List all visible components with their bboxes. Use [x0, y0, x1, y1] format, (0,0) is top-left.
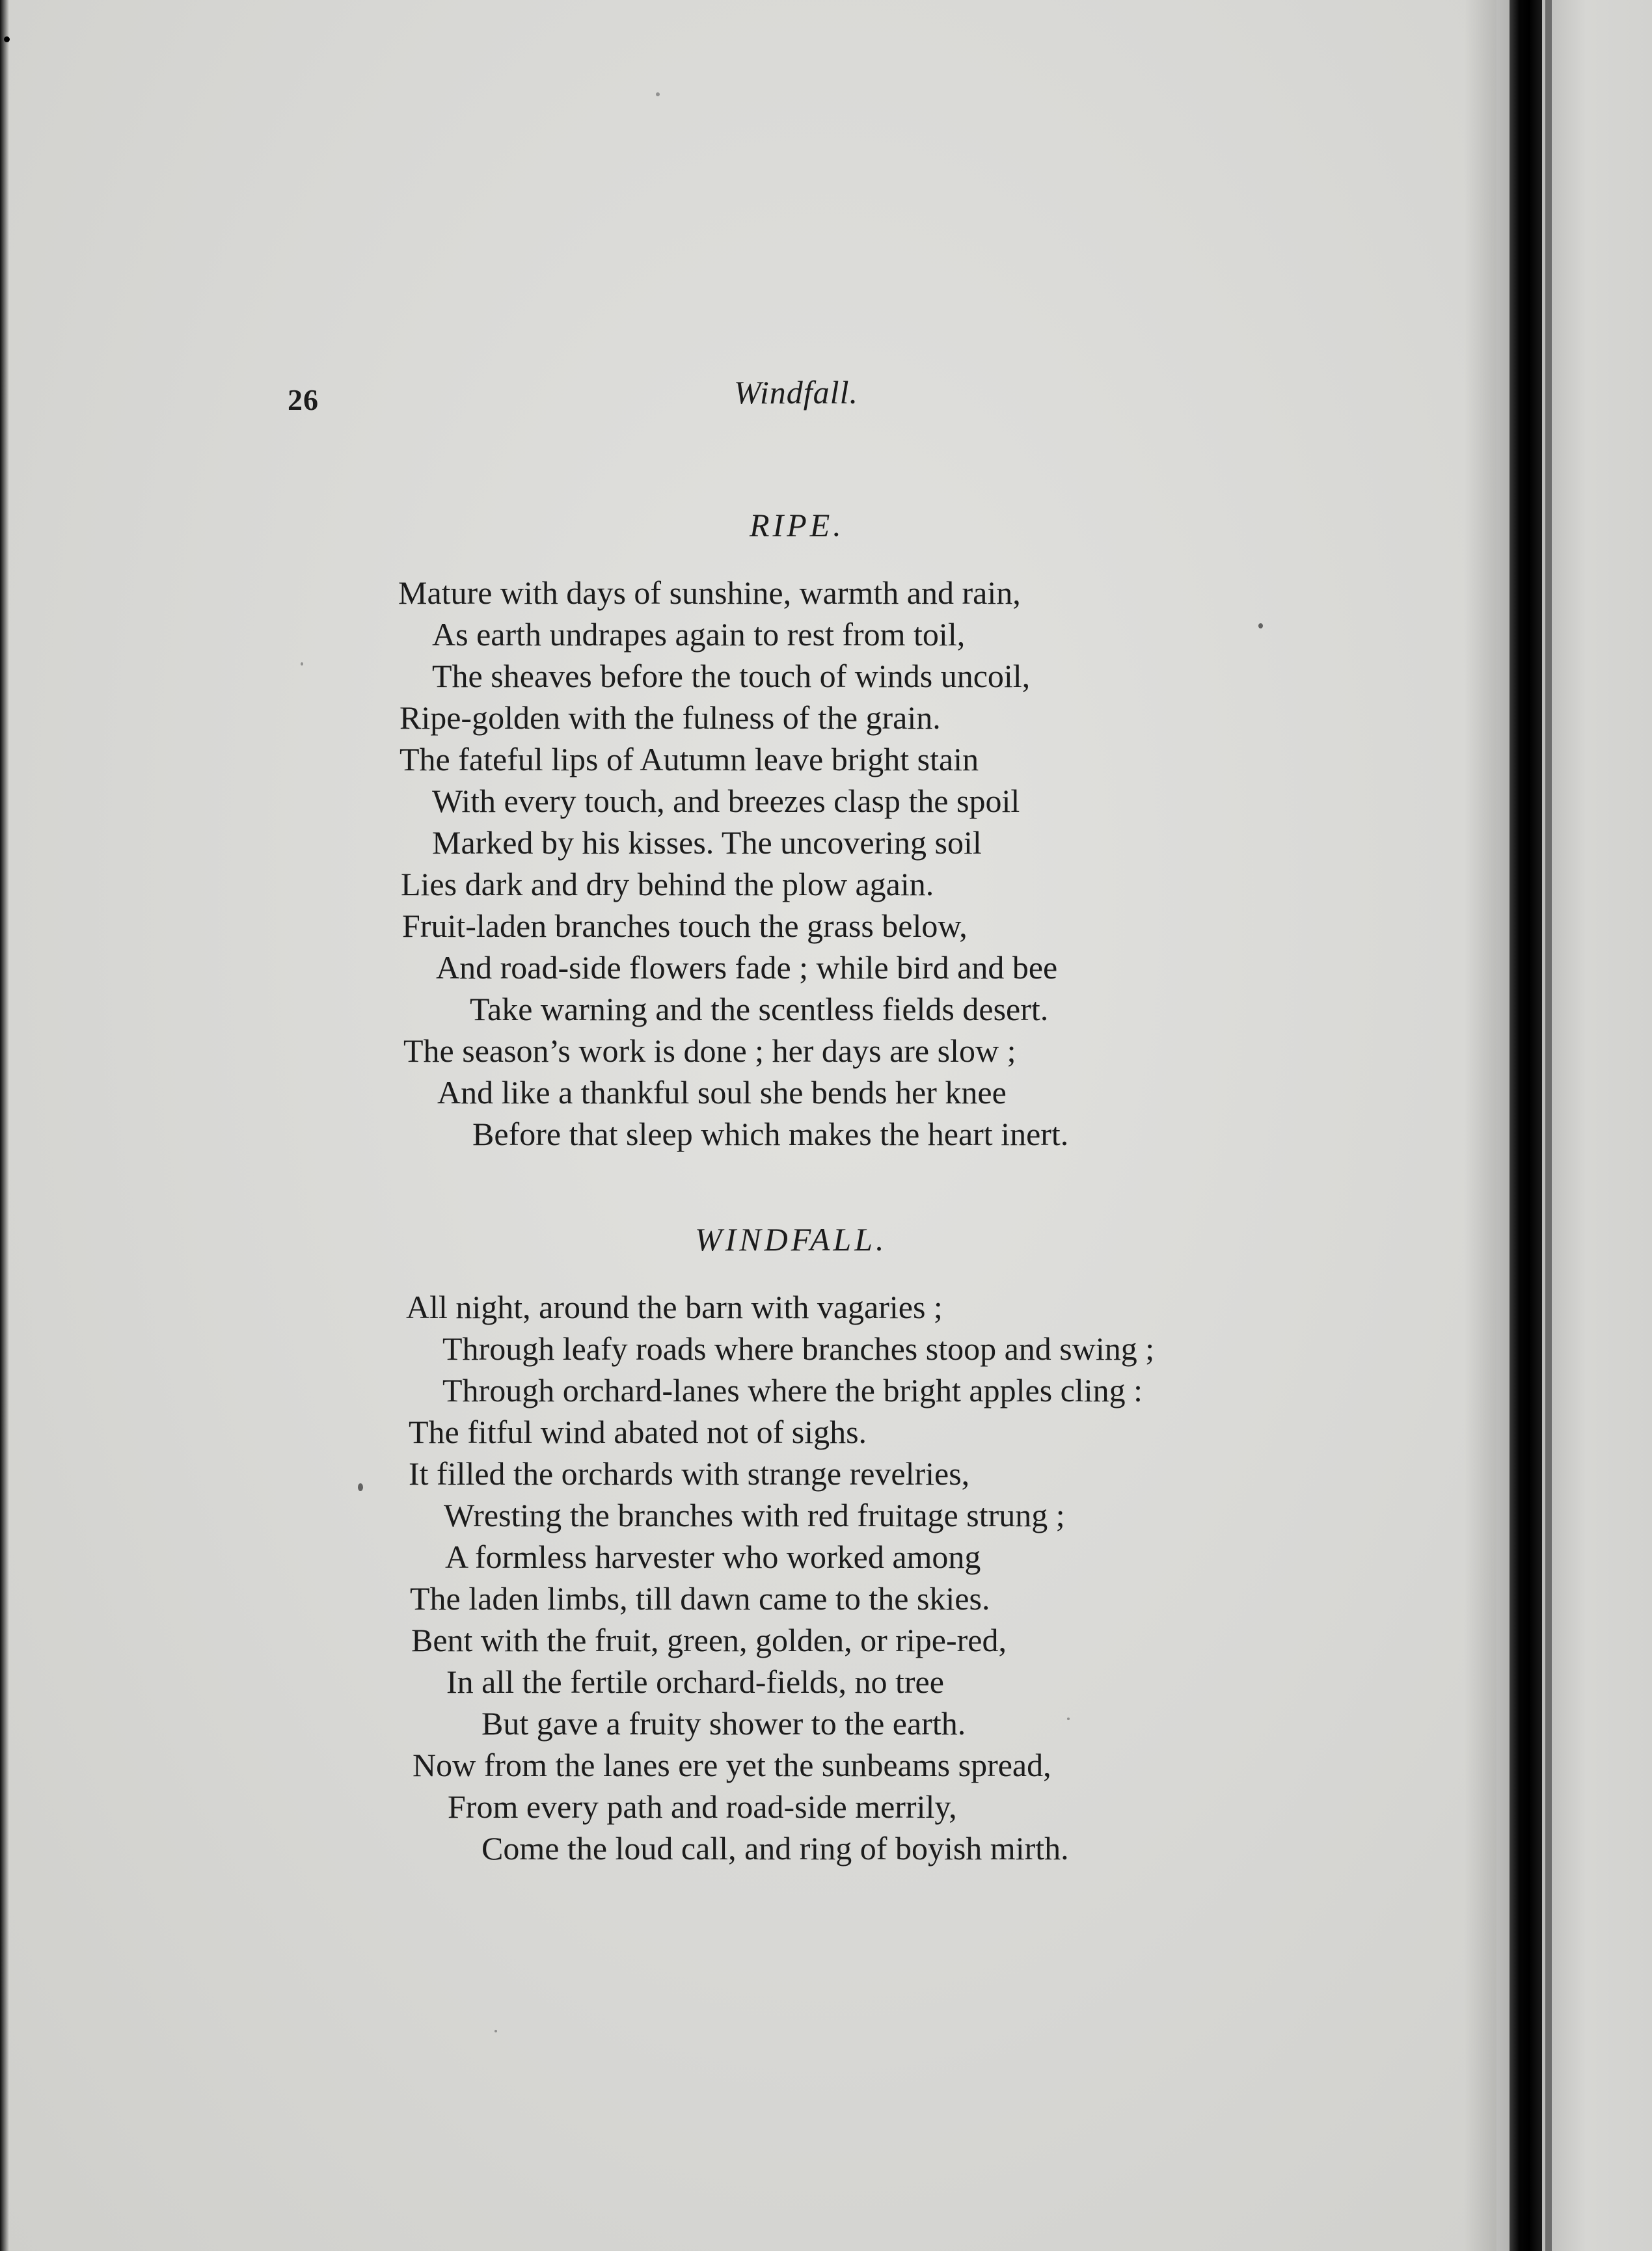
poem-line: But gave a fruity shower to the earth.: [481, 1705, 966, 1742]
poem-title-ripe: RIPE.: [750, 507, 845, 543]
paper-speck: [494, 2030, 497, 2032]
paper-speck: [301, 662, 303, 666]
paper-speck: [656, 92, 660, 96]
poem-line: Fruit-laden branches touch the grass below,: [402, 908, 968, 944]
gutter-shadow: [1464, 0, 1511, 2251]
running-head: Windfall.: [734, 374, 858, 411]
paper-speck: [1067, 1718, 1070, 1720]
poem-line: Ripe-golden with the fulness of the grain.: [399, 699, 941, 736]
paper-speck: [1258, 623, 1263, 628]
poem-line: The fitful wind abated not of sighs.: [409, 1414, 867, 1450]
book-gutter: [1510, 0, 1542, 2251]
poem-line: A formless harvester who worked among: [445, 1539, 981, 1575]
poem-line: Wresting the branches with red fruitage strung ;: [444, 1497, 1065, 1533]
poem-line: Before that sleep which makes the heart inert.: [472, 1116, 1069, 1152]
poem-line: It filled the orchards with strange revelries,: [409, 1455, 970, 1492]
poem-line: As earth undrapes again to rest from toil,: [432, 616, 966, 653]
facing-page-border: [1545, 0, 1552, 2251]
poem-line: Come the loud call, and ring of boyish mirth.: [481, 1830, 1069, 1867]
poem-line: From every path and road-side merrily,: [448, 1788, 957, 1825]
poem-line: The laden limbs, till dawn came to the skies.: [410, 1580, 990, 1617]
poem-line: With every touch, and breezes clasp the spoil: [432, 783, 1020, 819]
poem-line: And road-side flowers fade ; while bird and bee: [436, 949, 1058, 986]
poem-line: Through orchard-lanes where the bright apples cling :: [442, 1372, 1143, 1409]
paper-speck: [358, 1483, 363, 1491]
poem-line: The fateful lips of Autumn leave bright stain: [399, 741, 979, 777]
poem-line: Mature with days of sunshine, warmth and rain,: [398, 574, 1021, 611]
poem-line: The season’s work is done ; her days are slow ;: [403, 1032, 1016, 1069]
poem-line: And like a thankful soul she bends her knee: [437, 1074, 1007, 1111]
poem-line: All night, around the barn with vagaries ;: [406, 1289, 943, 1325]
scan-left-edge: [0, 0, 9, 2251]
page-number: 26: [288, 383, 319, 416]
scan-speck: [4, 36, 10, 42]
facing-page-edge: [1542, 0, 1652, 2251]
poem-line: The sheaves before the touch of winds uncoil,: [432, 658, 1031, 694]
poem-line: Lies dark and dry behind the plow again.: [401, 866, 934, 902]
poem-line: Take warning and the scentless fields desert.: [470, 991, 1049, 1027]
poem-line: Marked by his kisses. The uncovering soil: [432, 824, 982, 861]
poem-title-windfall: WINDFALL.: [695, 1221, 887, 1258]
poem-line: Now from the lanes ere yet the sunbeams spread,: [413, 1747, 1051, 1783]
poem-line: Through leafy roads where branches stoop and swing ;: [442, 1330, 1155, 1367]
poem-line: Bent with the fruit, green, golden, or ripe-red,: [411, 1622, 1007, 1658]
poem-line: In all the fertile orchard-fields, no tree: [446, 1664, 944, 1700]
